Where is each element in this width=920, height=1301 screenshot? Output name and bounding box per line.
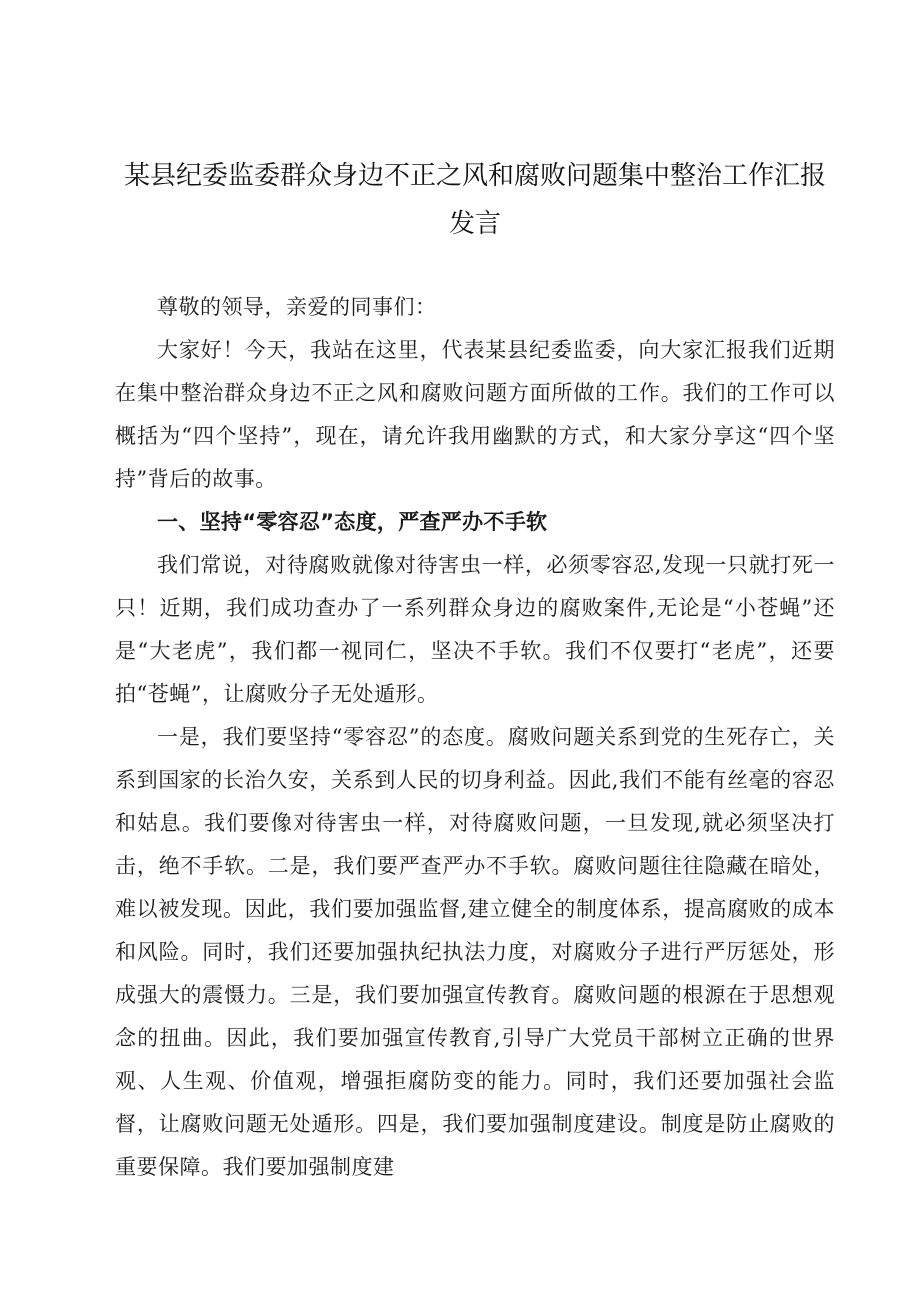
document-title: 某县纪委监委群众身边不正之风和腐败问题集中整治工作汇报发言 [123, 161, 826, 239]
document-body [115, 286, 835, 1189]
intro-paragraph: 大家好！今天，我站在这里，代表某县纪委监委，向大家汇报我们近期在集中整治群众身边不正之风和腐败问题方面所做的工作。我们的工作可以概括为“四个坚持”，现在，请允许我用幽默的方式，和大家分享这“四个坚持”背后的故事。 [115, 338, 835, 491]
section-heading: 一、坚持“零容忍”态度，严查严办不手软 [157, 510, 548, 534]
section-paragraph: 我们常说，对待腐败就像对待害虫一样，必须零容忍,发现一只就打死一只！近期，我们成功查办了一系列群众身边的腐败案件,无论是“小苍蝇”还是“大老虎”，我们都一视同仁，坚决不手软。我们不仅要打“老虎”，还要拍“苍蝇”，让腐败分子无处遁形。 [115, 553, 835, 706]
salutation: 尊敬的领导，亲爱的同事们： [157, 295, 437, 319]
section-paragraph: 一是，我们要坚持“零容忍”的态度。腐败问题关系到党的生死存亡，关系到国家的长治久安，关系到人民的切身利益。因此,我们不能有丝毫的容忍和姑息。我们要像对待害虫一样，对待腐败问题，一旦发现,就必须坚决打击，绝不手软。二是，我们要严查严办不手软。腐败问题往往隐藏在暗处，难以被发现。因此，我们要加强监督,建立健全的制度体系，提高腐败的成本和风险。同时，我们还要加强执纪执法力度，对腐败分子进行严厉惩处，形成强大的震慑力。三是，我们要加强宣传教育。腐败问题的根源在于思想观念的扭曲。因此，我们要加强宣传教育,引导广大党员干部树立正确的世界观、人生观、价值观，增强拒腐防变的能力。同时，我们还要加强社会监督，让腐败问题无处遁形。四是，我们要加强制度建设。制度是防止腐败的重要保障。我们要加强制度建 [115, 725, 835, 1179]
